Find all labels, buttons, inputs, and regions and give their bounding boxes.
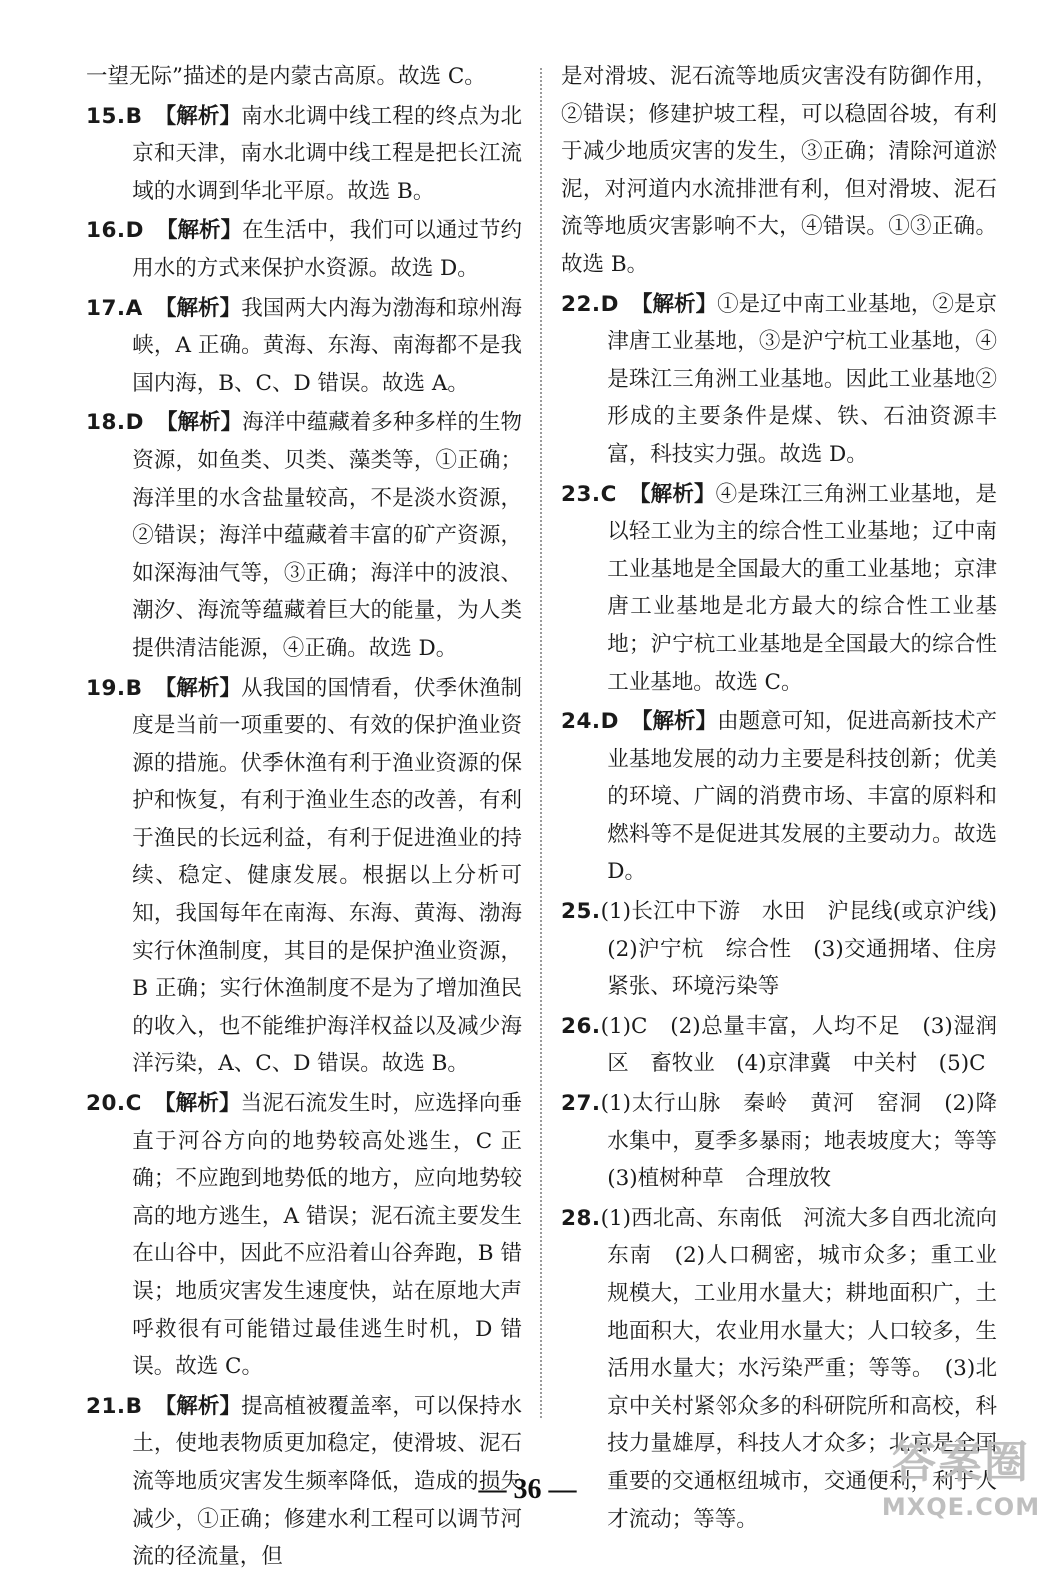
question-number: 27. <box>561 1091 601 1117</box>
answer-item <box>86 58 522 96</box>
analysis-tag: 【解析】 <box>155 218 243 244</box>
answer-item <box>86 290 522 403</box>
question-number: 23.C <box>561 481 617 507</box>
answer-text: 南水北调中线工程的终点为北京和天津，南水北调中线工程是把长江流域的水调到华北平原。故选 B。 <box>132 103 522 204</box>
answer-text: 从我国的国情看，伏季休渔制度是当前一项重要的、有效的保护渔业资源的措施。伏季休渔有利于渔业资源的保护和恢复，有利于渔业生态的改善，有利于渔民的长远利益，有利于促进渔业的持续、稳定、健康发展。根据以上分析可知，我国每年在南海、东海、黄海、渤海实行休渔制度，其目的是保护渔业资源，B 正确；实行休渔制度不是为了增加渔民的收入，也不能维护海洋权益以及减少海洋污染，A、C、D 错误。故选 B。 <box>132 675 522 1077</box>
answer-item <box>561 286 997 474</box>
answer-item <box>561 1085 1019 1198</box>
answer-text: 一望无际”描述的是内蒙古高原。故选 C。 <box>86 64 486 89</box>
question-number: 19.B <box>86 675 143 701</box>
answer-text: 由题意可知，促进高新技术产业基地发展的动力主要是科技创新；优美的环境、广阔的消费市场、丰富的原料和燃料等不是促进其发展的主要动力。故选 D。 <box>607 709 997 885</box>
answer-item <box>86 98 522 211</box>
answer-text: (1)C (2)总量丰富，人均不足 (3)湿润区 畜牧业 (4)京津冀 中关村 (5)C <box>600 1013 997 1077</box>
analysis-tag: 【解析】 <box>154 103 242 129</box>
answer-item <box>561 703 997 891</box>
question-number: 24.D <box>561 709 619 735</box>
answer-item <box>86 212 522 287</box>
answer-text: 我国两大内海为渤海和琼州海峡，A 正确。黄海、东海、南海都不是我国内海，B、C、D 错误。故选 A。 <box>132 295 522 396</box>
answer-item <box>561 893 1019 1006</box>
analysis-tag: 【解析】 <box>628 481 716 507</box>
watermark-text: 答案圈 <box>892 1437 1030 1488</box>
question-number: 22.D <box>561 291 619 317</box>
question-number: 20.C <box>86 1091 142 1117</box>
answer-item <box>86 670 522 1084</box>
watermark-logo <box>873 1434 1049 1532</box>
watermark-url: MXQE.COM <box>881 1493 1041 1521</box>
answer-item <box>561 476 997 702</box>
analysis-tag: 【解析】 <box>154 675 242 701</box>
question-number: 17.A <box>86 295 143 321</box>
analysis-tag: 【解析】 <box>630 709 718 735</box>
question-number: 21.B <box>86 1393 143 1419</box>
question-number: 26. <box>561 1013 601 1039</box>
question-number: 18.D <box>86 410 144 436</box>
answer-text: ①是辽中南工业基地，②是京津唐工业基地，③是沪宁杭工业基地，④是珠江三角洲工业基地。因此工业基地②形成的主要条件是煤、铁、石油资源丰富，科技实力强。故选 D。 <box>607 291 997 467</box>
answer-text: 当泥石流发生时，应选择向垂直于河谷方向的地势较高处逃生，C 正确；不应跑到地势低的地方，应向地势较高的地方逃生，A 错误；泥石流主要发生在山谷中，因此不应沿着山谷奔跑，B 错误；地质灾害发生速度快，站在原地大声呼救很有可能错过最佳逃生时机，D 错误。故选 C。 <box>132 1091 522 1380</box>
right-column <box>561 58 1019 1540</box>
column-divider <box>540 68 542 1418</box>
answer-text: 是对滑坡、泥石流等地质灾害没有防御作用，②错误；修建护坡工程，可以稳固谷坡，有利于减少地质灾害的发生，③正确；清除河道淤泥，对河道内水流排泄有利，但对滑坡、泥石流等地质灾害影响不大，④错误。①③正确。故选 B。 <box>561 64 997 277</box>
question-number: 15.B <box>86 103 143 129</box>
answer-text: (1)太行山脉 秦岭 黄河 窑洞 (2)降水集中，夏季多暴雨；地表坡度大；等等 (3)植树种草 合理放牧 <box>600 1091 1019 1192</box>
question-number: 28. <box>561 1205 601 1231</box>
question-number: 25. <box>561 899 601 925</box>
left-column <box>86 58 522 1578</box>
analysis-tag: 【解析】 <box>154 295 242 321</box>
analysis-tag: 【解析】 <box>154 1393 242 1419</box>
answer-text: 提高植被覆盖率，可以保持水土，使地表物质更加稳定，使滑坡、泥石流等地质灾害发生频率降低，造成的损失减少，①正确；修建水利工程可以调节河流的径流量，但 <box>132 1393 522 1570</box>
answer-item <box>86 1085 522 1386</box>
answer-text: ④是珠江三角洲工业基地，是以轻工业为主的综合性工业基地；辽中南工业基地是全国最大的重工业基地；京津唐工业基地是北方最大的综合性工业基地；沪宁杭工业基地是全国最大的综合性工业基地。故选 C。 <box>607 481 997 695</box>
analysis-tag: 【解析】 <box>153 1091 241 1117</box>
page-number: — 36 — <box>478 1474 577 1505</box>
answer-item <box>561 58 997 284</box>
answer-text: (1)长江中下游 水田 沪昆线(或京沪线) (2)沪宁杭 综合性 (3)交通拥堵、住房紧张、环境污染等 <box>600 899 1019 1000</box>
analysis-tag: 【解析】 <box>630 291 718 317</box>
answer-text: 海洋中蕴藏着多种多样的生物资源，如鱼类、贝类、藻类等，①正确；海洋里的水含盐量较高，不是淡水资源，②错误；海洋中蕴藏着丰富的矿产资源，如深海油气等，③正确；海洋中的波浪、潮汐、海流等蕴藏着巨大的能量，为人类提供清洁能源，④正确。故选 D。 <box>132 410 522 661</box>
answer-item <box>561 1008 997 1083</box>
analysis-tag: 【解析】 <box>155 410 243 436</box>
answer-text: (1)西北高、东南低 河流大多自西北流向东南 (2)人口稠密，城市众多；重工业规模大，工业用水量大；耕地面积广，土地面积大，农业用水量大；人口较多，生活用水量大；水污染严重；等等。 (3)北京中关村紧邻众多的科研院所和高校，科技力量雄厚，科技人才众多；北京是全国重要的交通枢纽城市，交通便利，利于人才流动；等等。 <box>600 1205 997 1532</box>
question-number: 16.D <box>86 218 144 244</box>
answer-item <box>86 404 522 667</box>
answer-text: 在生活中，我们可以通过节约用水的方式来保护水资源。故选 D。 <box>132 218 522 281</box>
